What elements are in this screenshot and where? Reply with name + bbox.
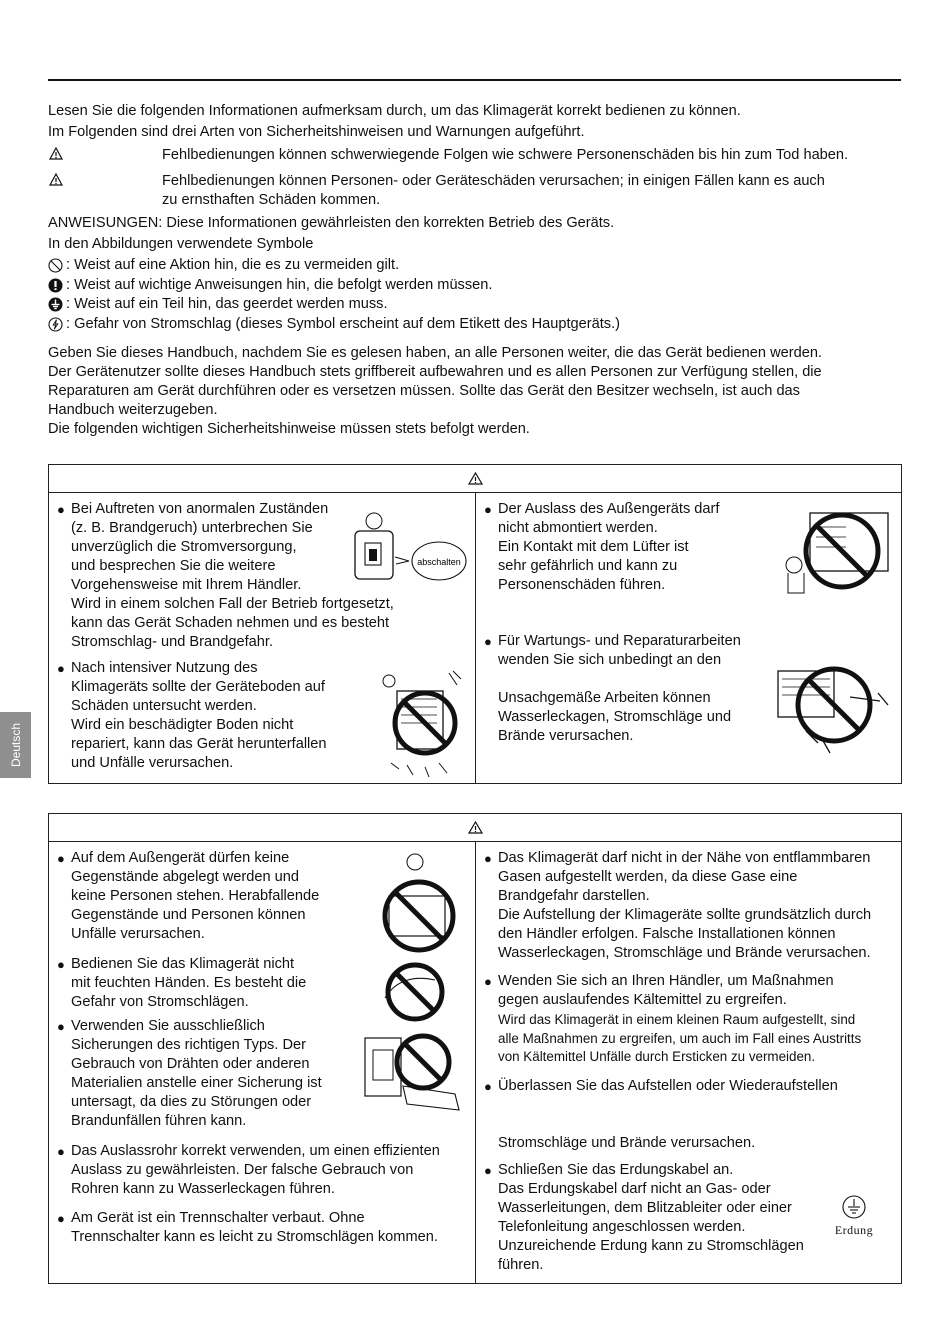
bullet-icon: ●: [57, 502, 65, 517]
safety-item-line: Telefonleitung angeschlossen werden.: [498, 1219, 746, 1235]
safety-item-line: Ein Kontakt mit dem Lüfter ist: [498, 539, 689, 555]
safety-item-line: Vorgehensweise mit Ihrem Händler.: [71, 577, 302, 593]
safety-item-line: Gebrauch von Drähten oder anderen: [71, 1056, 310, 1072]
safety-item: [57, 849, 319, 944]
safety-item: [484, 849, 871, 963]
switch-label: abschalten: [417, 557, 461, 567]
safety-item-line: Das Erdungskabel darf nicht an Gas- oder: [498, 1181, 771, 1197]
safety-item-line: den Händler erfolgen. Falsche Installationen können: [498, 926, 836, 942]
safety-item-line: Bedienen Sie das Klimagerät nicht: [71, 956, 295, 972]
symbol-description: : Gefahr von Stromschlag (dieses Symbol erscheint auf dem Etikett des Hauptgeräts.): [66, 315, 621, 332]
bullet-icon: ●: [484, 851, 492, 866]
safety-item-line: Rohren kann zu Wasserleckagen führen.: [71, 1181, 335, 1197]
correct-fuse-illustration: [359, 1024, 469, 1114]
safety-item-line: Wenden Sie sich an Ihren Händler, um Maßnahmen: [498, 973, 834, 989]
safety-item-line: Gasen aufgestellt werden, da diese Gase eine: [498, 869, 798, 885]
safety-item-line: Brandgefahr darstellen.: [498, 888, 650, 904]
safety-item-line: [498, 1115, 838, 1134]
caution-level-text: zu ernsthaften Schäden kommen.: [162, 192, 381, 208]
warning-box-header: [49, 465, 901, 493]
safety-item-line: und Unfälle verursachen.: [71, 755, 234, 771]
safety-item-line: gegen auslaufendes Kältemittel zu ergreifen.: [498, 992, 787, 1008]
bullet-icon: ●: [484, 502, 492, 517]
safety-item-line: Bei Auftreten von anormalen Zuständen: [71, 501, 329, 517]
safety-item-line: Unzureichende Erdung kann zu Stromschlägen: [498, 1238, 804, 1254]
safety-item-line: Auslass zu gewährleisten. Der falsche Gebrauch von: [71, 1162, 414, 1178]
bullet-icon: ●: [57, 1144, 65, 1159]
prohibition-icon: [48, 258, 63, 273]
safety-item-line: keine Personen stehen. Herabfallende: [71, 888, 320, 904]
safety-item-line: Wird in einem solchen Fall der Betrieb fortgesetzt,: [71, 596, 394, 612]
safety-item-line: Schäden untersucht werden.: [71, 698, 257, 714]
warning-left-column: [49, 493, 476, 783]
safety-item-line: Materialien anstelle einer Sicherung ist: [71, 1075, 322, 1091]
electric-shock-icon: [48, 317, 63, 332]
caution-right-column: [476, 842, 901, 1283]
safety-item: [484, 1011, 861, 1067]
ground-icon: [48, 297, 63, 312]
safety-item-line: unverzüglich die Stromversorgung,: [71, 539, 297, 555]
symbol-description: : Weist auf ein Teil hin, das geerdet werden muss.: [66, 296, 388, 313]
ground-icon: [841, 1194, 867, 1220]
language-label: Deutsch: [8, 722, 23, 768]
safety-item-line: Das Auslassrohr korrekt verwenden, um einen effizienten: [71, 1143, 440, 1159]
instructions-line: ANWEISUNGEN: Diese Informationen gewährleisten den korrekten Betrieb des Geräts.: [48, 215, 615, 231]
safety-item-line: Personenschäden führen.: [498, 577, 666, 593]
safety-item-line: Gefahr von Stromschlägen.: [71, 994, 249, 1010]
caution-box: [48, 813, 902, 1284]
safety-item-line: Wird das Klimagerät in einem kleinen Raum aufgestellt, sind: [498, 1012, 856, 1027]
paragraph-line: Handbuch weiterzugeben.: [48, 402, 218, 418]
safety-item-line: Wasserleckagen, Stromschläge und Brände verursachen.: [498, 945, 871, 961]
warning-level-text: Fehlbedienungen können schwerwiegende Folgen wie schwere Personenschäden bis hin zum Tod haben.: [162, 147, 849, 163]
safety-item: [57, 1142, 440, 1199]
safety-item-line: Sicherungen des richtigen Typs. Der: [71, 1037, 306, 1053]
damaged-base-illustration: [377, 665, 467, 781]
safety-item-line: Trennschalter kann es leicht zu Stromschlägen kommen.: [71, 1229, 438, 1245]
intro-section: [48, 101, 908, 439]
safety-item: [484, 1161, 804, 1275]
bullet-icon: ●: [57, 1211, 65, 1226]
safety-item-line: Stromschlag- und Brandgefahr.: [71, 634, 273, 650]
warning-triangle-icon: [49, 173, 63, 186]
safety-item-line: Für Wartungs- und Reparaturarbeiten: [498, 633, 741, 649]
symbol-list: [48, 256, 908, 334]
caution-left-column: [49, 842, 476, 1283]
warning-level: [48, 146, 908, 167]
bullet-icon: ●: [484, 974, 492, 989]
bullet-icon: ●: [57, 851, 65, 866]
bullet-icon: ●: [57, 661, 65, 676]
safety-item-line: wenden Sie sich unbedingt an den: [498, 652, 722, 668]
safety-item-line: Der Auslass des Außengeräts darf: [498, 501, 720, 517]
safety-item-line: nicht abmontiert werden.: [498, 520, 658, 536]
safety-item-line: repariert, kann das Gerät herunterfallen: [71, 736, 327, 752]
safety-item-line: führen.: [498, 1257, 544, 1273]
safety-item: [484, 632, 741, 746]
safety-item-line: [498, 1096, 838, 1115]
safety-item-line: Das Klimagerät darf nicht in der Nähe von entflammbaren: [498, 850, 871, 866]
caution-level-text: Fehlbedienungen können Personen- oder Geräteschäden verursachen; in einigen Fällen kann es auch: [162, 173, 825, 189]
safety-item-line: Brandunfällen führen kann.: [71, 1113, 247, 1129]
symbols-heading: In den Abbildungen verwendete Symbole: [48, 236, 314, 252]
no-wet-hands-illustration: [377, 958, 457, 1022]
safety-item-line: sehr gefährlich und kann zu: [498, 558, 678, 574]
safety-item: [484, 500, 719, 595]
safety-item-line: Verwenden Sie ausschließlich: [71, 1018, 265, 1034]
safety-item-line: Überlassen Sie das Aufstellen oder Wiederaufstellen: [498, 1078, 838, 1094]
safety-item: [57, 1017, 322, 1131]
safety-item: [57, 955, 306, 1012]
safety-item: [57, 1209, 438, 1247]
safety-item-line: Am Gerät ist ein Trennschalter verbaut. Ohne: [71, 1210, 365, 1226]
safety-item-line: untersagt, da dies zu Störungen oder: [71, 1094, 312, 1110]
symbol-description: : Weist auf wichtige Anweisungen hin, die befolgt werden müssen.: [66, 276, 493, 293]
safety-item-line: (z. B. Brandgeruch) unterbrechen Sie: [71, 520, 313, 536]
caution-level: [48, 172, 908, 210]
safety-item-line: alle Maßnahmen zu ergreifen, um auch im Fall eines Austritts: [498, 1030, 862, 1046]
paragraph-line: Geben Sie dieses Handbuch, nachdem Sie es gelesen haben, an alle Personen weiter, die das Gerät bedienen werden.: [48, 345, 822, 361]
safety-item-line: und besprechen Sie die weitere: [71, 558, 276, 574]
safety-item-line: Wird ein beschädigter Boden nicht: [71, 717, 294, 733]
symbol-description: : Weist auf eine Aktion hin, die es zu vermeiden gilt.: [66, 257, 400, 274]
safety-item-line: kann das Gerät Schaden nehmen und es besteht: [71, 615, 390, 631]
safety-item: [57, 500, 394, 652]
safety-item-line: mit feuchten Händen. Es besteht die: [71, 975, 307, 991]
handbook-paragraph: [48, 344, 908, 439]
warning-box: [48, 464, 902, 784]
bullet-icon: ●: [484, 1163, 492, 1178]
safety-item-line: Schließen Sie das Erdungskabel an.: [498, 1162, 734, 1178]
bullet-icon: ●: [57, 1019, 65, 1034]
warning-triangle-icon: [468, 472, 483, 485]
safety-item-line: Die Aufstellung der Klimageräte sollte grundsätzlich durch: [498, 907, 872, 923]
safety-item: [484, 972, 834, 1010]
intro-line: Lesen Sie die folgenden Informationen aufmerksam durch, um das Klimagerät korrekt bedienen zu können.: [48, 103, 741, 119]
safety-item-line: Unsachgemäße Arbeiten können: [498, 690, 711, 706]
safety-item-line: Stromschläge und Brände verursachen.: [498, 1135, 756, 1151]
safety-item-line: Klimageräts sollte der Geräteboden auf: [71, 679, 325, 695]
safety-item-line: Wasserleitungen, dem Blitzableiter oder einer: [498, 1200, 792, 1216]
mandatory-action-icon: [48, 278, 63, 293]
warning-triangle-icon: [49, 147, 63, 160]
safety-item-line: Brände verursachen.: [498, 728, 634, 744]
bullet-icon: ●: [484, 634, 492, 649]
safety-item-line: Unfälle verursachen.: [71, 926, 205, 942]
caution-box-header: [49, 814, 901, 842]
safety-item-line: Wasserleckagen, Stromschläge und: [498, 709, 732, 725]
outlet-removal-illustration: [784, 503, 896, 597]
top-rule: [48, 79, 901, 81]
paragraph-line: Reparaturen am Gerät durchführen oder es versetzen müssen. Sollte das Gerät den Besitzer wechseln, ist auch das: [48, 383, 800, 399]
safety-item: [57, 659, 327, 773]
safety-item-line: Auf dem Außengerät dürfen keine: [71, 850, 290, 866]
warning-triangle-icon: [468, 821, 483, 834]
safety-item-line: Nach intensiver Nutzung des: [71, 660, 258, 676]
safety-item: [484, 1077, 838, 1153]
paragraph-line: Die folgenden wichtigen Sicherheitshinweise müssen stets befolgt werden.: [48, 421, 530, 437]
paragraph-line: Der Gerätenutzer sollte dieses Handbuch stets griffbereit aufbewahren und es allen Personen zur Verfügung stellen, die: [48, 364, 822, 380]
repair-tools-illustration: [776, 653, 896, 761]
safety-item-line: Gegenstände und Personen können: [71, 907, 306, 923]
bullet-icon: ●: [484, 1079, 492, 1094]
safety-item-line: Gegenstände abgelegt werden und: [71, 869, 300, 885]
intro-line: Im Folgenden sind drei Arten von Sicherheitshinweisen und Warnungen aufgeführt.: [48, 124, 585, 140]
safety-item-line: [498, 670, 741, 689]
language-tab: [0, 712, 31, 778]
safety-item-line: von Kältemittel Unfälle durch Ersticken zu vermeiden.: [498, 1049, 816, 1064]
warning-right-column: [476, 493, 901, 783]
no-standing-illustration: [375, 850, 461, 954]
ground-label: Erdung: [834, 1223, 874, 1237]
bullet-icon: ●: [57, 957, 65, 972]
